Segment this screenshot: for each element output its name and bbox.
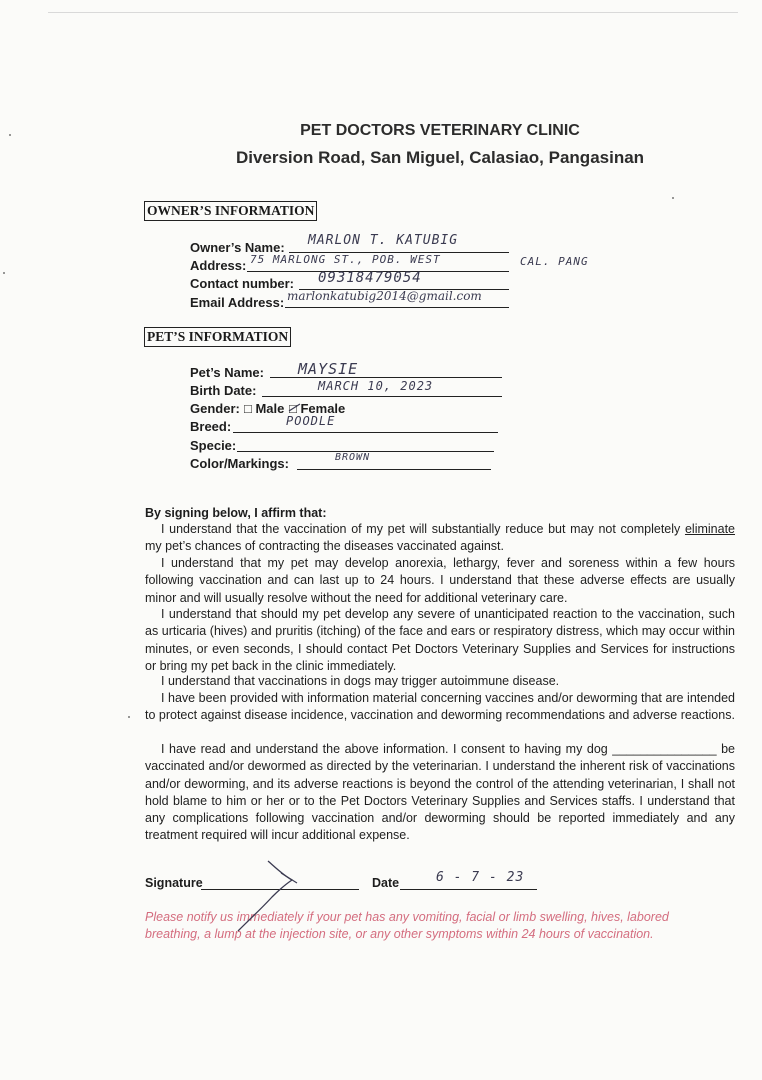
top-edge-line <box>48 12 738 13</box>
birth-date-value[interactable]: MARCH 10, 2023 <box>318 379 434 393</box>
gender-label: Gender: <box>190 401 240 416</box>
color-markings-line <box>297 469 491 470</box>
contact-value[interactable]: 09318479054 <box>318 270 422 286</box>
breed-label: Breed: <box>190 419 232 434</box>
address-extra-value[interactable]: CAL. PANG <box>520 255 589 268</box>
aftercare-notice: Please notify us immediately if your pet has any vomiting, facial or limb swelling, hives, labored breathing, a lump at the injection site, or any other symptoms within 24 hours of vaccination. <box>145 910 669 941</box>
clinic-address: Diversion Road, San Miguel, Calasiao, Pangasinan <box>235 148 645 167</box>
email-line <box>285 307 509 308</box>
signature-line[interactable] <box>201 889 359 890</box>
consent-paragraph-4: I understand that vaccinations in dogs may trigger autoimmune disease. <box>161 674 560 688</box>
birth-date-line <box>262 396 502 397</box>
consent-paragraph-5: I have been provided with information material concerning vaccines and/or deworming that are intended to protect against disease incidence, vaccination and deworming recommendations and adverse reactions. <box>145 691 735 723</box>
color-markings-value[interactable]: BROWN <box>335 452 371 463</box>
consent-p1-underlined: eliminate <box>684 522 735 536</box>
owner-name-label: Owner’s Name: <box>190 240 285 255</box>
breed-value[interactable]: POODLE <box>286 414 336 428</box>
consent-p1-part-b: my pet’s chances of contracting the diseases vaccinated against. <box>145 539 505 554</box>
consent-paragraph-3: I understand that should my pet develop any severe of unanticipated reaction to the vaccination, such as urticaria (hives) and pruritis (itching) of the face and ears or respiratory distress, which may occur within minutes, or even seconds, I should contact Pet Doctors Veterinary Supplies and Services for instructions or bring my pet back in the clinic immediately. <box>145 607 735 673</box>
signature-label: Signature <box>145 876 203 890</box>
consent-paragraph-6: I have read and understand the above information. I consent to having my dog _______________ be vaccinated and/or dewormed as directed by the veterinarian. I understand the inherent risk of vaccinations and/or deworming, and its adverse reactions is beyond the control of the attending veterinarian, I shall not hold blame to him or her or to the Pet Doctors Veterinary Supplies and Services staffs. I understand that any complications following vaccination and/or deworming should be reported immediately and any treatment required will incur additional expense. <box>145 742 735 843</box>
pet-name-label: Pet’s Name: <box>190 365 264 380</box>
owner-name-value[interactable]: MARLON T. KATUBIG <box>308 233 459 248</box>
birth-date-label: Birth Date: <box>190 383 257 398</box>
pet-section-title: PET’S INFORMATION <box>144 327 291 347</box>
gender-male-option[interactable]: □ Male <box>244 401 285 416</box>
clinic-name: PET DOCTORS VETERINARY CLINIC <box>300 122 580 139</box>
scan-speck <box>3 272 5 274</box>
pet-name-value[interactable]: MAYSIE <box>298 360 359 378</box>
address-value[interactable]: 75 MARLONG ST., POB. WEST <box>250 253 441 266</box>
scan-speck <box>672 197 674 199</box>
specie-label: Specie: <box>190 438 237 453</box>
date-value[interactable]: 6 - 7 - 23 <box>436 870 525 885</box>
contact-label: Contact number: <box>190 276 294 291</box>
address-label: Address: <box>190 258 247 273</box>
breed-line <box>233 432 498 433</box>
color-markings-label: Color/Markings: <box>190 456 289 471</box>
consent-paragraph-1 <box>145 521 735 556</box>
owner-section-title: OWNER’S INFORMATION <box>144 201 317 221</box>
consent-paragraph-2: I understand that my pet may develop anorexia, lethargy, fever and soreness within a few hours following vaccination and can last up to 24 hours. I understand that these adverse effects are usually minor and will usually resolve without the need for additional veterinary care. <box>145 556 735 605</box>
affirm-heading: By signing below, I affirm that: <box>145 506 327 520</box>
signature-tick <box>281 873 297 883</box>
email-label: Email Address: <box>190 295 285 310</box>
gender-female-option[interactable]: □ Female <box>289 401 346 416</box>
date-line <box>400 889 537 890</box>
email-value[interactable]: marlonkatubig2014@gmail.com <box>287 289 482 303</box>
scan-speck <box>128 716 130 718</box>
consent-p1-part-a: I understand that the vaccination of my pet will substantially reduce but may not completely <box>161 522 681 536</box>
date-label: Date <box>372 876 400 890</box>
